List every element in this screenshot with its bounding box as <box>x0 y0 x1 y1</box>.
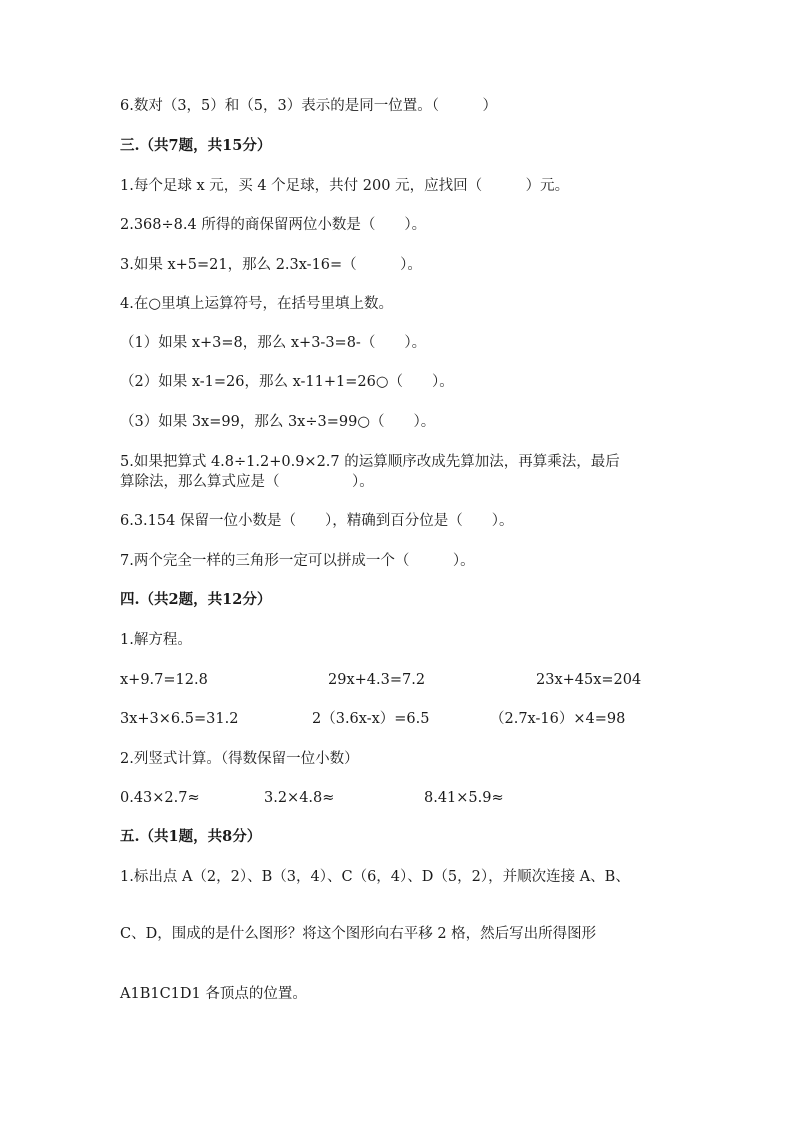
question-3-2: 2.368÷8.4 所得的商保留两位小数是（ ）。 <box>120 217 427 233</box>
equation-2: 29x+4.3=7.2 <box>328 672 426 688</box>
section-4-heading: 四.（共2题，共12分） <box>120 591 272 608</box>
equation-5: 2（3.6x-x）=6.5 <box>312 711 430 727</box>
calc-3: 8.41×5.9≈ <box>424 790 504 806</box>
question-3-4: 4.在○里填上运算符号，在括号里填上数。 <box>120 296 393 312</box>
equation-4: 3x+3×6.5=31.2 <box>120 711 239 727</box>
question-3-4-1: （1）如果 x+3=8，那么 x+3-3=8-（ ）。 <box>120 335 427 351</box>
question-5-1-line-1: 1.标出点 A（2，2）、B（3，4）、C（6，4）、D（5，2），并顺次连接 A、B、 <box>120 869 630 885</box>
equation-3: 23x+45x=204 <box>536 672 642 688</box>
question-3-1: 1.每个足球 x 元，买 4 个足球，共付 200 元，应找回（ ）元。 <box>120 178 570 194</box>
calc-1: 0.43×2.7≈ <box>120 790 200 806</box>
calc-2: 3.2×4.8≈ <box>264 790 335 806</box>
section-5-heading: 五.（共1题，共8分） <box>120 828 262 845</box>
section-3-heading: 三.（共7题，共15分） <box>120 137 272 154</box>
question-3-6: 6.3.154 保留一位小数是（ ），精确到百分位是（ ）。 <box>120 513 514 529</box>
question-3-5-line-1: 5.如果把算式 4.8÷1.2+0.9×2.7 的运算顺序改成先算加法，再算乘法，最后 <box>120 454 620 470</box>
question-3-3: 3.如果 x+5=21，那么 2.3x-16=（ ）。 <box>120 257 422 273</box>
equation-1: x+9.7=12.8 <box>120 672 208 688</box>
question-3-5-line-2: 算除法，那么算式应是（ ）。 <box>120 474 374 490</box>
question-5-1-line-3: A1B1C1D1 各顶点的位置。 <box>120 986 307 1002</box>
equation-6: （2.7x-16）×4=98 <box>490 711 626 727</box>
question-4-1: 1.解方程。 <box>120 632 192 648</box>
question-3-7: 7.两个完全一样的三角形一定可以拼成一个（ ）。 <box>120 553 475 569</box>
question-3-4-2: （2）如果 x-1=26，那么 x-11+1=26○（ ）。 <box>120 374 454 390</box>
question-3-4-3: （3）如果 3x=99，那么 3x÷3=99○（ ）。 <box>120 414 436 430</box>
question-2-6: 6.数对（3，5）和（5，3）表示的是同一位置。（ ） <box>120 98 497 114</box>
question-5-1-line-2: C、D，围成的是什么图形？将这个图形向右平移 2 格，然后写出所得图形 <box>120 926 597 942</box>
question-4-2: 2.列竖式计算。（得数保留一位小数） <box>120 751 359 767</box>
